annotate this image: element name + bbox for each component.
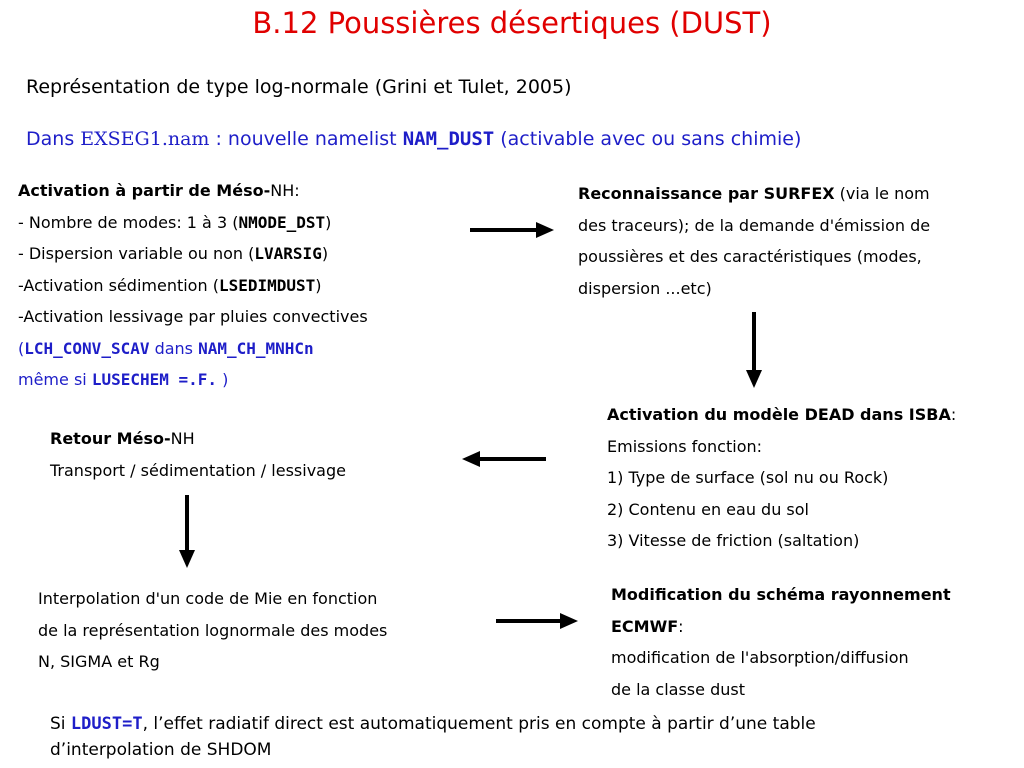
activation-line-lessivage: -Activation lessivage par pluies convectives (18, 307, 368, 326)
code-lsedimdust: LSEDIMDUST (218, 275, 316, 295)
code-ldust: LDUST=T (70, 714, 143, 734)
footer-pre: Si (50, 714, 71, 734)
surfex-line-2: poussières et des caractéristiques (modes, (578, 247, 922, 266)
interp-line-2: de la représentation lognormale des modes (38, 620, 388, 640)
lusechem-pre: même si (18, 370, 92, 389)
radiation-heading-1: Modification du schéma rayonnement (611, 585, 951, 604)
code-lvarsig: LVARSIG (254, 244, 322, 263)
namelist-line-suffix: (activable avec ou sans chimie) (494, 128, 802, 150)
subtitle: Représentation de type log-normale (Grini et Tulet, 2005) (26, 76, 572, 98)
code-lch-conv-scav: LCH_CONV_SCAV (24, 338, 150, 358)
namelist-line-prefix: Dans (26, 128, 81, 150)
activation-line-sedimentation-text: -Activation sédimention ( (18, 275, 219, 295)
retour-heading-rest: NH (170, 429, 195, 448)
surfex-heading-rest: (via le nom (834, 184, 930, 203)
interp-line-3: N, SIGMA et Rg (38, 652, 160, 671)
dead-line-2: 1) Type de surface (sol nu ou Rock) (607, 468, 889, 487)
code-nam-ch-mnhcn: NAM_CH_MNHCn (198, 338, 314, 358)
dead-heading-bold: Activation du modèle DEAD dans ISBA (607, 405, 951, 424)
namelist-file: EXSEG1.nam (80, 128, 210, 150)
surfex-line-3: dispersion ...etc) (578, 278, 712, 298)
radiation-line-1: modification de l'absorption/diffusion (611, 648, 909, 667)
slide-title: B.12 Poussières désertiques (DUST) (252, 6, 772, 40)
arrow-activation-to-surfex (470, 222, 554, 238)
arrow-dead-to-retour (462, 451, 546, 467)
activation-line-modes-close: ) (325, 212, 332, 232)
radiation-line-2: de la classe dust (611, 679, 745, 699)
interp-line-1: Interpolation d'un code de Mie en fonction (38, 589, 378, 608)
footer-post: , l’effet radiatif direct est automatiquement pris en compte à partir d’une table (142, 714, 816, 734)
arrow-interp-to-radiation (496, 613, 578, 629)
footer-line-2: d’interpolation de SHDOM (50, 740, 272, 760)
code-lusechem: LUSECHEM =.F. (91, 370, 218, 389)
activation-heading-bold: Activation à partir de Méso- (18, 181, 271, 200)
dead-line-1: Emissions fonction: (607, 436, 763, 456)
activation-line-dispersion-close: ) (321, 244, 329, 263)
arrow-retour-to-interp (179, 495, 195, 568)
surfex-line-1: des traceurs); de la demande d'émission de (578, 215, 931, 235)
namelist-line-middle: : nouvelle namelist (209, 128, 403, 150)
conv-scav-mid: dans (149, 338, 199, 358)
radiation-heading-2-bold: ECMWF (611, 616, 679, 636)
retour-heading-bold: Retour Méso- (50, 429, 171, 448)
arrow-surfex-to-dead (746, 312, 762, 388)
activation-heading-rest: NH: (270, 181, 300, 200)
activation-line-dispersion-text: - Dispersion variable ou non ( (18, 244, 255, 263)
dead-line-4: 3) Vitesse de friction (saltation) (607, 531, 860, 550)
code-nmode-dst: NMODE_DST (238, 212, 326, 232)
dead-heading-rest: : (950, 405, 957, 424)
lusechem-close: ) (217, 370, 229, 389)
surfex-heading-bold: Reconnaissance par SURFEX (578, 184, 835, 203)
activation-line-sedimentation-close: ) (315, 275, 322, 295)
dead-line-3: 2) Contenu en eau du sol (607, 499, 809, 519)
conv-scav-open: ( (18, 338, 25, 358)
namelist-name: NAM_DUST (402, 128, 495, 150)
activation-line-modes-text: - Nombre de modes: 1 à 3 ( (18, 212, 239, 232)
radiation-heading-2-rest: : (678, 616, 684, 636)
retour-line-1: Transport / sédimentation / lessivage (50, 460, 346, 480)
